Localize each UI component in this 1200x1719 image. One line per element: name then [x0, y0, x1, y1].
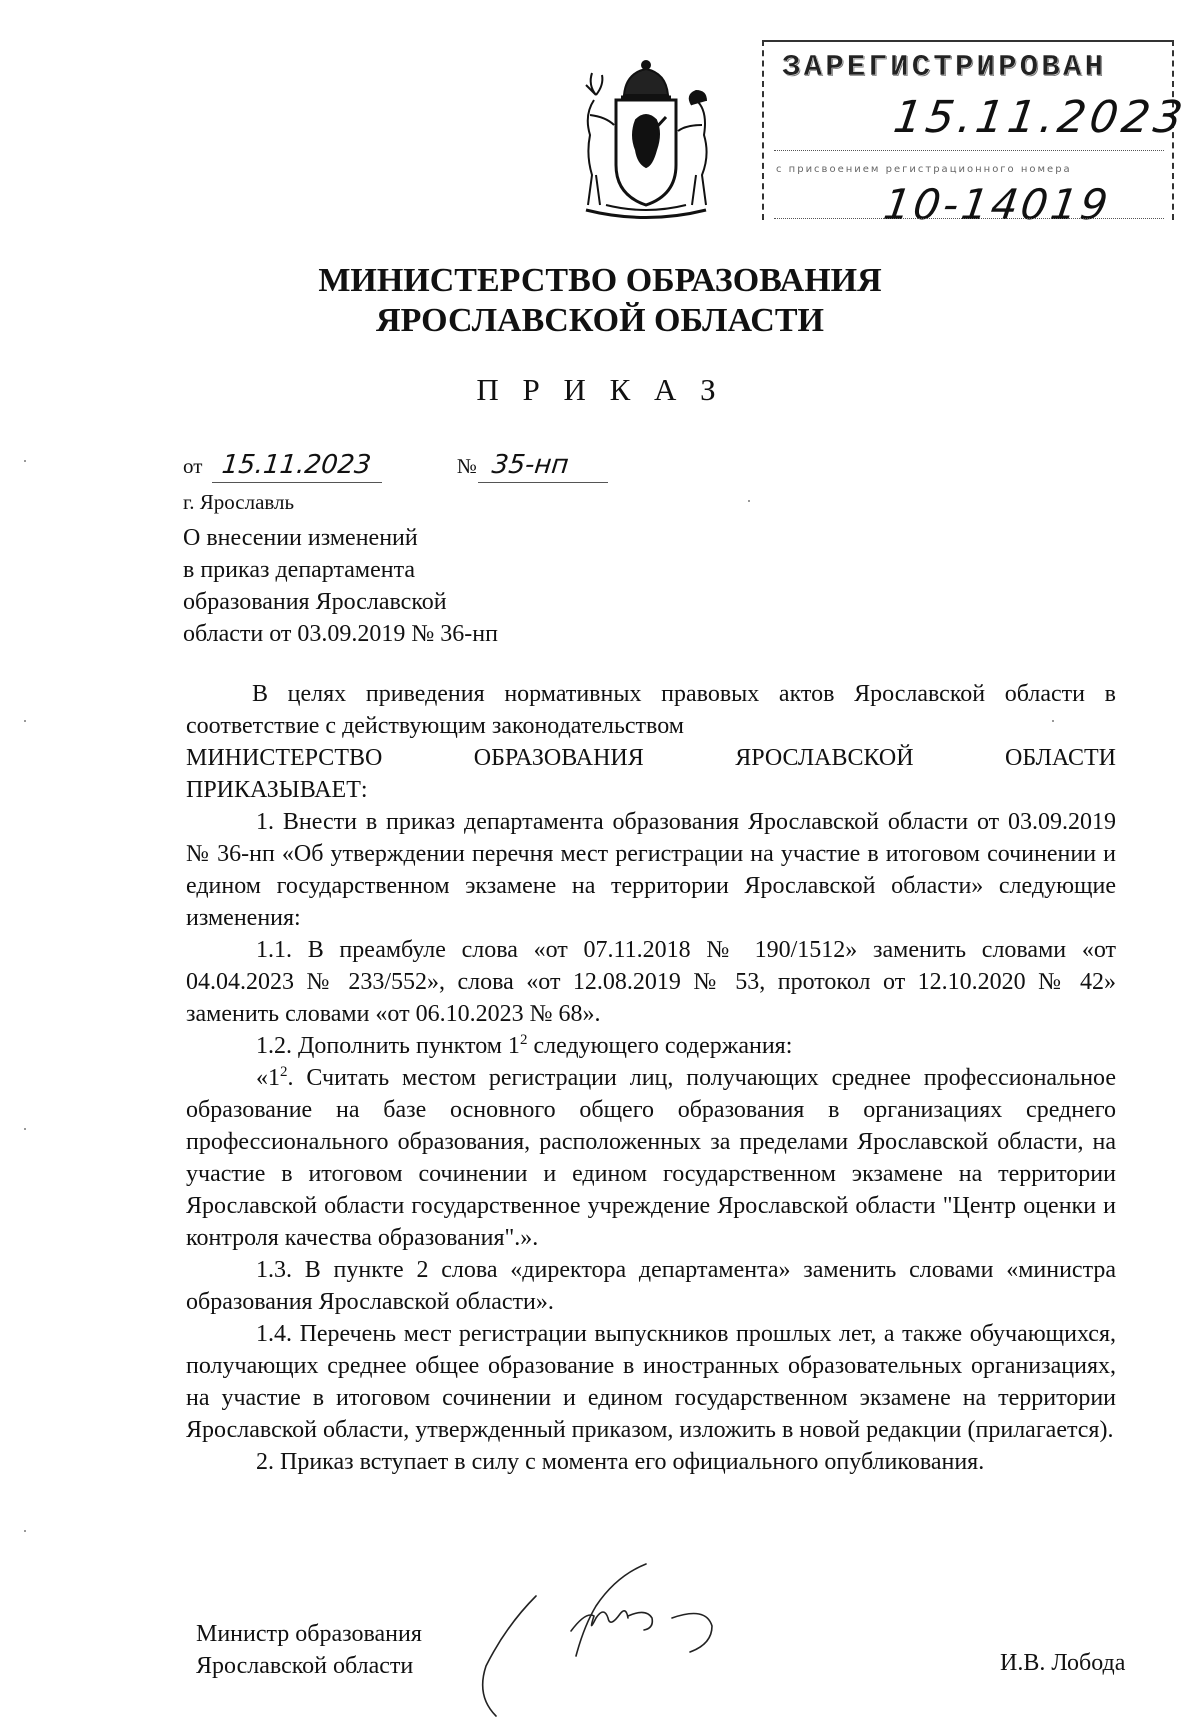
scan-speck	[1052, 720, 1054, 722]
document-type-heading: П Р И К А З	[476, 372, 724, 407]
stamp-caption: с присвоением регистрационного номера	[776, 164, 1072, 175]
orders-word: ПРИКАЗЫВАЕТ:	[186, 777, 368, 803]
quote-open: «1	[256, 1065, 280, 1091]
city-line: г. Ярославль	[183, 490, 295, 514]
caps-word: ОБРАЗОВАНИЯ	[473, 745, 644, 771]
handwritten-signature	[476, 1556, 746, 1719]
stamp-divider	[774, 218, 1164, 219]
ministry-title-line1: МИНИСТЕРСТВО ОБРАЗОВАНИЯ	[318, 262, 882, 299]
paragraph-1-2-text-end: следующего содержания:	[527, 1033, 793, 1059]
stamp-date: 15.11.2023	[890, 92, 1190, 143]
subject-line: образования Ярославской	[183, 589, 447, 615]
signer-position-line: Министр образования	[196, 1621, 422, 1647]
signer-position	[196, 1618, 422, 1682]
date-prefix: от	[183, 454, 203, 478]
subject-line: в приказ департамента	[183, 557, 416, 583]
registration-stamp	[762, 40, 1190, 229]
ministry-title-line2: ЯРОСЛАВСКОЙ ОБЛАСТИ	[376, 302, 824, 339]
signer-position-line: Ярославской области	[196, 1653, 414, 1679]
superscript: 2	[280, 1064, 288, 1080]
paragraph-1-1: 1.1. В преамбуле слова «от 07.11.2018 № 190/1512» заменить словами «от 04.04.2023 № 233/552», слова «от 12.08.2019 № 53, протокол от 12.10.2020 № 42» заменить словами «от 06.10.2023 № 68».	[186, 937, 1116, 1027]
quote-text: . Считать местом регистрации лиц, получающих среднее профессиональное образование на базе основного общего образования в организациях среднего профессионального образования, расположенных за пределами Ярославской области, на участие в итоговом сочинении и едином государственном экзамене на территории Ярославской области государственное учреждение Ярославской области "Центр оценки и контроля качества образования".».	[186, 1065, 1116, 1251]
subject-line: области от 03.09.2019 № 36-нп	[183, 621, 498, 647]
ministry-orders-line	[186, 742, 1116, 774]
paragraph-1-2	[186, 1030, 1116, 1062]
quoted-paragraph	[186, 1062, 1116, 1254]
scan-speck	[24, 460, 26, 462]
scan-speck	[748, 500, 750, 502]
scan-speck	[24, 1530, 26, 1532]
document-date: 15.11.2023	[220, 450, 373, 480]
caps-word: МИНИСТЕРСТВО	[186, 745, 383, 771]
number-prefix: №	[456, 454, 477, 478]
caps-word: ЯРОСЛАВСКОЙ	[735, 745, 914, 771]
scan-speck	[24, 720, 26, 722]
signer-name: И.В. Лобода	[1000, 1650, 1126, 1676]
paragraph-1: 1. Внести в приказ департамента образования Ярославской области от 03.09.2019 № 36-нп «Об утверждении перечня мест регистрации на участие в итоговом сочинении и едином государственном экзамене на территории Ярославской области» следующие изменения:	[186, 809, 1116, 931]
subject-line: О внесении изменений	[183, 525, 418, 551]
scan-speck	[24, 1128, 26, 1130]
document-subject	[183, 522, 603, 650]
date-number-line	[183, 450, 683, 480]
preamble-paragraph: В целях приведения нормативных правовых актов Ярославской области в соответствие с действующим законодательством	[186, 681, 1116, 739]
paragraph-1-4: 1.4. Перечень мест регистрации выпускников прошлых лет, а также обучающихся, получающих среднее общее образование в иностранных образовательных организациях, на участие в итоговом сочинении и едином государственном экзамене на территории Ярославской области, утвержденный приказом, изложить в новой редакции (прилагается).	[186, 1321, 1116, 1443]
coat-of-arms-emblem	[566, 55, 726, 225]
document-number: 35-нп	[490, 450, 571, 480]
paragraph-2: 2. Приказ вступает в силу с момента его официального опубликования.	[256, 1449, 985, 1475]
paragraph-1-3: 1.3. В пункте 2 слова «директора департамента» заменить словами «министра образования Ярославской области».	[186, 1257, 1116, 1315]
stamp-registration-number: 10-14019	[880, 180, 1114, 229]
paragraph-1-2-text: 1.2. Дополнить пунктом 1	[256, 1033, 520, 1059]
superscript: 2	[519, 1032, 528, 1048]
number-underline	[478, 482, 608, 483]
stamp-divider	[774, 150, 1164, 151]
caps-word: ОБЛАСТИ	[1005, 745, 1116, 771]
document-body	[186, 678, 1116, 1478]
stamp-title: ЗАРЕГИСТРИРОВАН	[782, 50, 1107, 85]
date-underline	[212, 482, 382, 483]
